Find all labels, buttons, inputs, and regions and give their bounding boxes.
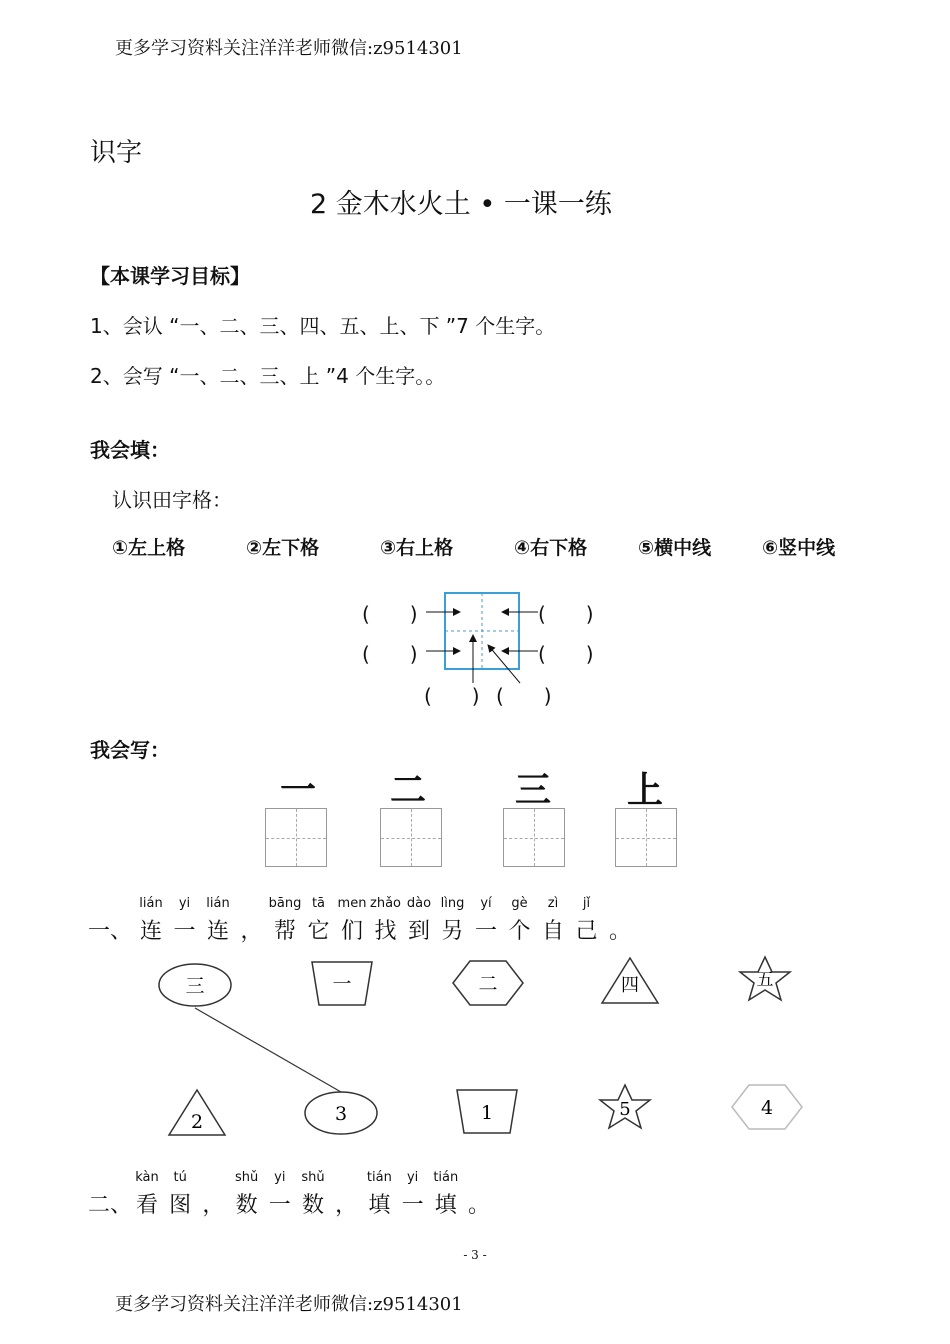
shape-label: 1 [480,1102,494,1124]
connecting-line [195,1008,341,1092]
pinyin: tú [173,1170,187,1185]
page-title: 2 金木水火土 • 一课一练 [310,189,612,220]
pinyin: shǔ [301,1170,325,1185]
write-char-2: 二 [389,769,426,811]
hanzi: 自 [541,919,564,944]
objective-1: 1、会认 “一、二、三、四、五、上、下 ”7 个生字。 [90,314,556,338]
pinyin: yi [178,896,191,911]
shape-label: 二 [478,973,498,995]
blank-top-right[interactable]: ( ) [538,602,594,626]
hanzi: 图 [169,1193,192,1218]
q2-line [0,1170,950,1220]
hanzi: 另 [441,919,464,944]
footer-note: 更多学习资料关注洋洋老师微信:z9514301 [115,1294,463,1315]
q1-prefix: 一、 [88,919,133,944]
blank-top-left[interactable]: ( ) [362,602,418,626]
shape-label: 5 [619,1099,631,1120]
grid-option-4: ④右下格 [514,537,588,559]
pinyin: lián [139,896,163,911]
blank-bottom-left[interactable]: ( ) [362,642,418,666]
hanzi: 个 [508,919,531,944]
pinyin: zì [547,896,559,911]
hanzi: 们 [340,919,363,944]
pinyin: shǔ [234,1170,259,1185]
hanzi: 一 [173,919,196,944]
pinyin: dào [406,896,432,911]
shape-label: 2 [190,1111,204,1133]
pinyin: tā [311,896,326,911]
q2-prefix: 二、 [88,1193,133,1218]
blank-bottom-1[interactable]: ( ) [424,684,480,708]
shape-label: 3 [334,1103,348,1125]
write-heading: 我会写： [90,738,170,762]
blank-bottom-2[interactable]: ( ) [496,684,552,708]
hanzi: 己 [575,919,598,944]
grid-option-5: ⑤横中线 [638,537,712,559]
page-number: - 3 - [463,1248,487,1262]
pinyin: lián [206,896,230,911]
matching-shapes [140,945,830,1145]
objectives-heading: 【本课学习目标】 [90,264,250,288]
writing-grid-1[interactable] [265,808,327,867]
hanzi: 看 [135,1193,158,1218]
hanzi: 找 [374,919,397,944]
writing-grid-4[interactable] [615,808,677,867]
q1-line [0,896,950,946]
shape-label: 4 [760,1097,774,1119]
pinyin: yí [480,896,492,911]
write-char-1: 一 [279,769,316,811]
hanzi: 连 [206,919,229,944]
write-char-3: 三 [514,769,551,811]
hanzi: 数 [301,1193,324,1218]
hanzi: 一 [268,1193,291,1218]
hanzi: 帮 [273,919,296,944]
pinyin: tián [433,1170,459,1185]
hanzi: 到 [407,919,430,944]
section-label: 识字 [90,138,143,168]
shape-label: 三 [185,975,205,997]
hanzi: 数 [235,1193,258,1218]
hanzi: ， [240,919,263,944]
shape-label: 四 [621,975,639,996]
hanzi: 连 [139,919,162,944]
pinyin: kàn [135,1170,159,1185]
shape-label: 五 [756,970,774,990]
pinyin: bāng [268,896,302,911]
hanzi: 它 [307,919,330,944]
pinyin: zhǎo [370,896,401,911]
hanzi: 一 [474,919,497,944]
pinyin: gè [511,896,528,911]
hanzi: 。 [608,919,631,944]
hanzi: 一 [401,1193,424,1218]
shape-label: 一 [332,973,352,995]
fill-subheading: 认识田字格： [112,488,232,512]
pinyin: men [337,896,367,911]
hanzi: 。 [467,1193,490,1218]
pinyin: yi [274,1170,286,1185]
pinyin: tián [366,1170,392,1185]
header-note: 更多学习资料关注洋洋老师微信:z9514301 [115,38,463,59]
hanzi: ， [335,1193,358,1218]
hanzi: ， [202,1193,225,1218]
objective-2: 2、会写 “一、二、三、上 ”4 个生字。。 [90,364,446,388]
writing-grid-3[interactable] [503,808,565,867]
fill-heading: 我会填： [90,438,170,462]
grid-option-1: ①左上格 [112,537,186,559]
write-char-4: 上 [626,769,663,811]
grid-option-6: ⑥竖中线 [762,537,836,559]
grid-option-2: ②左下格 [246,537,320,559]
hanzi: 填 [368,1193,391,1218]
pinyin: yi [406,1170,419,1185]
grid-option-3: ③右上格 [380,537,454,559]
hanzi: 填 [434,1193,457,1218]
pinyin: lìng [440,896,465,911]
pinyin: jǐ [582,896,591,911]
blank-bottom-right[interactable]: ( ) [538,642,594,666]
writing-grid-2[interactable] [380,808,442,867]
